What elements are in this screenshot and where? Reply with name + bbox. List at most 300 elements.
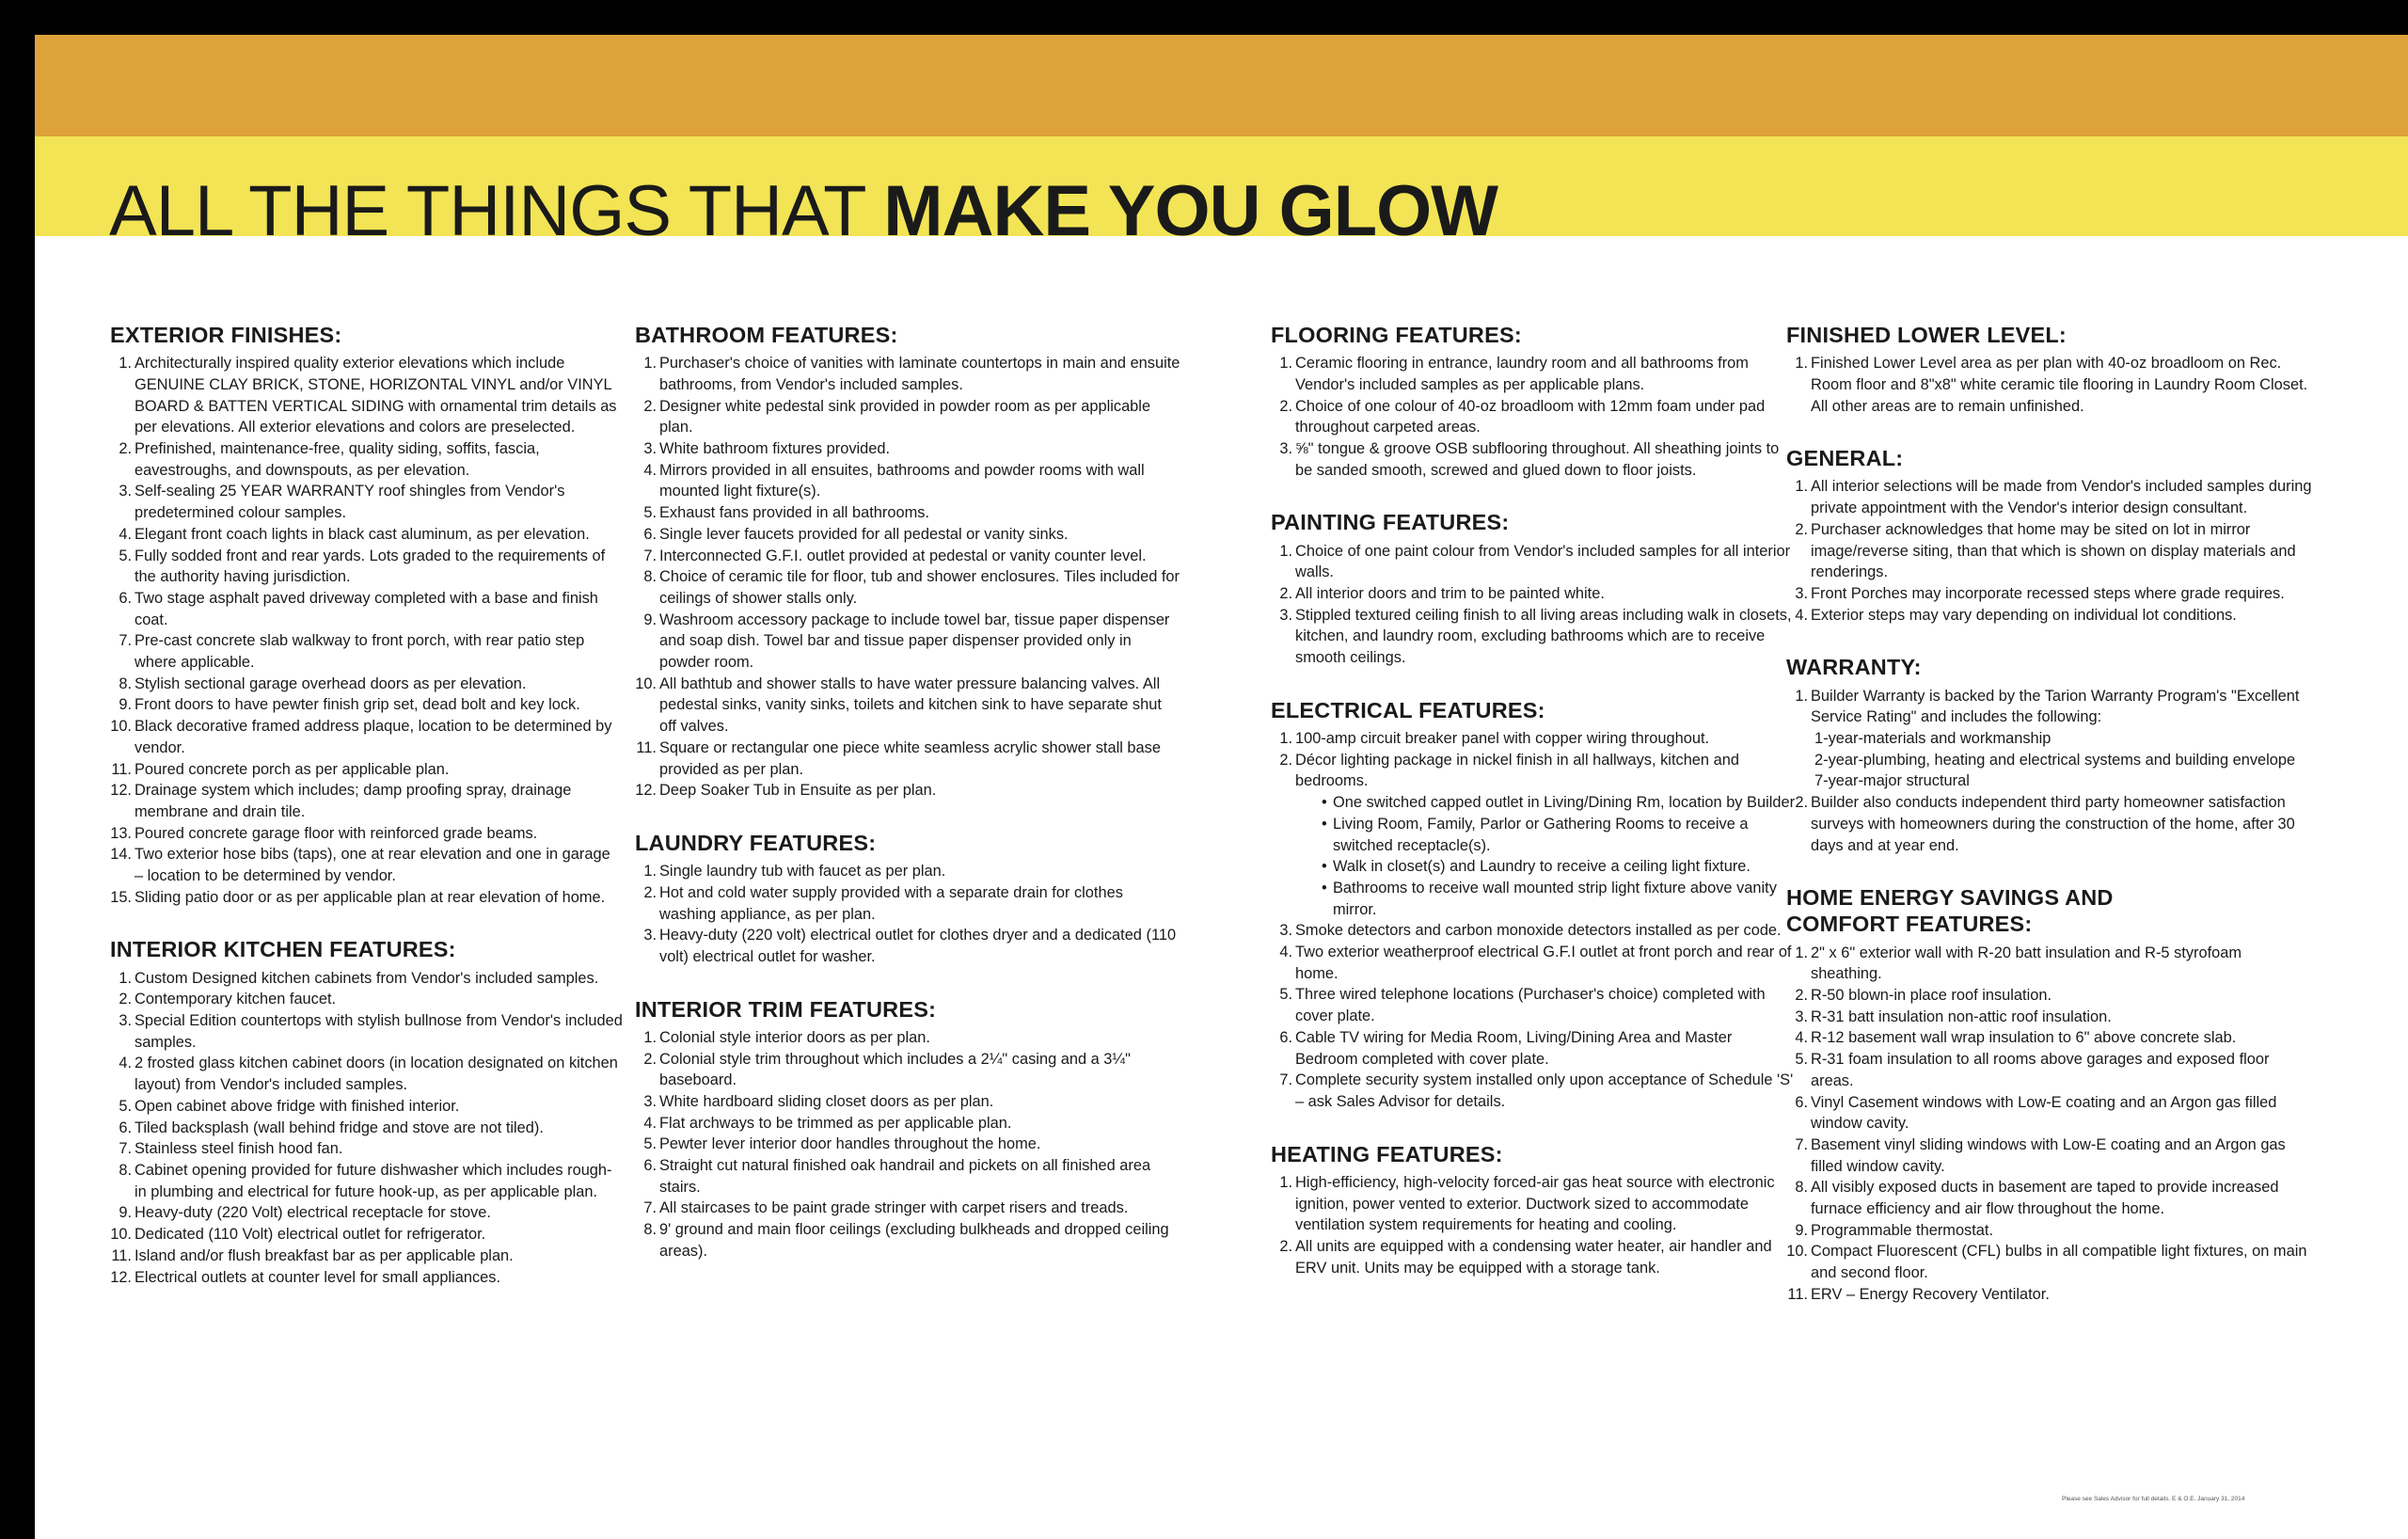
item-text: Single lever faucets provided for all pedestal or vanity sinks.: [659, 525, 1069, 543]
item-number: 4.: [119, 525, 132, 543]
list-item: [1279, 750, 1798, 921]
section-title: [1786, 884, 2313, 937]
item-number: 3.: [1279, 922, 1292, 940]
list-item: [1795, 519, 2313, 583]
list-item: [1795, 686, 2313, 793]
warranty-term: 7-year-major structural: [1814, 772, 1970, 790]
bullet-item: • Walk in closet(s) and Laundry to receive a ceiling light fixture.: [1333, 856, 1798, 878]
list-item: [119, 546, 623, 588]
list-item: [1279, 1236, 1798, 1278]
section-title: ELECTRICAL FEATURES:: [1271, 697, 1545, 722]
item-number: 1.: [643, 355, 657, 373]
interior-kitchen-section: [110, 936, 623, 1288]
list-item: [119, 588, 623, 630]
list-item: [119, 989, 623, 1010]
column-1: [110, 322, 623, 1316]
item-text: Interconnected G.F.I. outlet provided at pedestal or vanity counter level.: [659, 547, 1147, 564]
item-number: 2.: [119, 440, 132, 457]
item-number: 6.: [119, 1119, 132, 1136]
item-text: All interior doors and trim to be painted white.: [1295, 585, 1605, 602]
section-title: EXTERIOR FINISHES:: [110, 323, 342, 347]
list-item: [1795, 605, 2313, 627]
item-text: 100-amp circuit breaker panel with copper wiring throughout.: [1295, 730, 1710, 747]
item-text: R-31 batt insulation non-attic roof insulation.: [1811, 1007, 2112, 1025]
headline-bold: MAKE YOU GLOW: [883, 171, 1498, 251]
item-number: 9.: [119, 696, 132, 714]
item-number: 2.: [119, 991, 132, 1008]
item-text: Two stage asphalt paved driveway completed with a base and finish coat.: [135, 589, 598, 628]
list-item: [119, 1053, 623, 1095]
item-number: 10.: [110, 1226, 132, 1244]
flooring-section: [1271, 322, 1798, 481]
list-item: [1795, 943, 2313, 985]
item-text: All bathtub and shower stalls to have water pressure balancing valves. All pedestal sinks, vanity sinks, toilets and kitchen sink to have separate shut off valves.: [659, 674, 1162, 736]
item-number: 3.: [643, 1092, 657, 1110]
item-text: Pewter lever interior door handles throughout the home.: [659, 1135, 1041, 1153]
item-text: ⅝" tongue & groove OSB subflooring throughout. All sheathing joints to be sanded smooth, screwed and glued down to floor joists.: [1295, 440, 1780, 479]
item-text: Cabinet opening provided for future dishwasher which includes rough-in plumbing and electrical for future hook-up, as per applicable plan.: [135, 1161, 612, 1200]
item-text: Prefinished, maintenance-free, quality siding, soffits, fascia, eavestroughs, and downspouts, as per elevation.: [135, 440, 540, 479]
item-text: Black decorative framed address plaque, location to be determined by vendor.: [135, 718, 612, 756]
item-number: 3.: [643, 440, 657, 457]
item-text: Architecturally inspired quality exterior elevations which include GENUINE CLAY BRICK, STONE, HORIZONTAL VINYL and/or VINYL BOARD & BATTEN VERTICAL SIDING with ornamental trim details as per elevations. All exterior elevations and colors are preselected.: [135, 355, 617, 436]
item-number: 8.: [643, 1221, 657, 1239]
warranty-term: 1-year-materials and workmanship: [1814, 730, 2052, 747]
item-number: 1.: [119, 969, 132, 987]
list-item: [119, 630, 623, 673]
feature-list: [1271, 728, 1798, 1113]
warranty-term: 2-year-plumbing, heating and electrical systems and building envelope: [1814, 751, 2296, 769]
heating-section: [1271, 1141, 1798, 1279]
list-item: [111, 1245, 623, 1267]
item-text: Builder Warranty is backed by the Tarion Warranty Program's "Excellent Service Rating" and includes the following:: [1811, 687, 2300, 726]
item-text: Straight cut natural finished oak handrail and pickets on all finished area stairs.: [659, 1157, 1151, 1196]
energy-savings-section: [1786, 884, 2313, 1305]
item-text: 9' ground and main floor ceilings (excluding bulkheads and dropped ceiling areas).: [659, 1221, 1169, 1260]
list-item: [643, 925, 1180, 967]
footnote: Please see Sales Advisor for full details. E & O.E. January 31, 2014: [2062, 1496, 2245, 1502]
item-text: Three wired telephone locations (Purchaser's choice) completed with cover plate.: [1295, 986, 1766, 1025]
list-item: [119, 968, 623, 990]
item-text: Hot and cold water supply provided with a separate drain for clothes washing appliance, as per plan.: [659, 883, 1123, 923]
item-number: 6.: [1279, 1028, 1292, 1046]
item-number: 5.: [643, 1135, 657, 1153]
item-number: 6.: [1795, 1093, 1808, 1111]
item-number: 11.: [636, 738, 657, 756]
item-number: 2.: [1795, 520, 1808, 538]
item-number: 6.: [119, 589, 132, 607]
feature-list: [1271, 353, 1798, 481]
laundry-section: [635, 830, 1180, 968]
item-text: Exterior steps may vary depending on individual lot conditions.: [1811, 606, 2237, 624]
item-number: 1.: [643, 1028, 657, 1046]
column-2: [635, 322, 1180, 1291]
item-number: 3.: [643, 927, 657, 944]
item-text: Colonial style interior doors as per plan.: [659, 1028, 930, 1046]
list-item: [1795, 1134, 2313, 1177]
item-text: Contemporary kitchen faucet.: [135, 991, 337, 1008]
item-text: Builder also conducts independent third party homeowner satisfaction surveys with homeowners during the construction of the home, after 30 days and at year end.: [1811, 794, 2295, 854]
list-item: [110, 716, 623, 758]
list-item: [110, 1267, 623, 1289]
list-item: [1795, 1027, 2313, 1049]
list-item: [119, 481, 623, 523]
list-item: [643, 1198, 1180, 1219]
item-number: 7.: [1795, 1135, 1808, 1153]
list-item: [1795, 1049, 2313, 1091]
item-text: High-efficiency, high-velocity forced-air gas heat source with electronic ignition, power vented to exterior. Ductwork sized to accommodate ventilation system requirements for heating and cooling.: [1295, 1173, 1775, 1234]
finished-lower-level-section: [1786, 322, 2313, 417]
bullet-item: • One switched capped outlet in Living/Dining Rm, location by Builder: [1333, 792, 1798, 814]
list-item: [1795, 792, 2313, 856]
item-number: 12.: [635, 782, 657, 800]
item-number: 5.: [119, 1097, 132, 1115]
list-item: [119, 1118, 623, 1139]
item-text: Choice of ceramic tile for floor, tub and shower enclosures. Tiles included for ceilings of shower stalls only.: [659, 568, 1180, 607]
section-title: WARRANTY:: [1786, 655, 1922, 680]
item-number: 14.: [110, 846, 132, 864]
item-text: Cable TV wiring for Media Room, Living/Dining Area and Master Bedroom completed with cover plate.: [1295, 1028, 1733, 1068]
list-item: [1795, 1220, 2313, 1242]
list-item: [1279, 353, 1798, 395]
item-text: Poured concrete garage floor with reinforced grade beams.: [135, 824, 538, 842]
item-number: 5.: [1795, 1051, 1808, 1069]
item-number: 2.: [1279, 585, 1292, 602]
item-number: 4.: [119, 1055, 132, 1072]
item-text: Elegant front coach lights in black cast aluminum, as per elevation.: [135, 525, 590, 543]
item-number: 11.: [111, 760, 132, 778]
item-text: Décor lighting package in nickel finish in all hallways, kitchen and bedrooms.: [1295, 751, 1739, 790]
item-number: 1.: [1795, 478, 1808, 496]
item-text: Washroom accessory package to include towel bar, tissue paper dispenser and soap dish. Towel bar and tissue paper dispenser provided only in powder room.: [659, 611, 1170, 672]
item-text: Stylish sectional garage overhead doors as per elevation.: [135, 674, 527, 692]
item-text: All interior selections will be made from Vendor's included samples during private appointment with the Vendor's interior design consultant.: [1811, 478, 2312, 517]
item-text: Ceramic flooring in entrance, laundry room and all bathrooms from Vendor's included samples as per applicable plans.: [1295, 355, 1749, 393]
list-item: [1795, 476, 2313, 518]
item-number: 7.: [643, 1199, 657, 1217]
item-number: 2.: [1279, 751, 1292, 769]
item-number: 6.: [643, 525, 657, 543]
list-item: [1279, 396, 1798, 438]
item-text: Pre-cast concrete slab walkway to front porch, with rear patio step where applicable.: [135, 632, 585, 672]
column-3: [1271, 322, 1798, 1307]
item-text: Heavy-duty (220 volt) electrical outlet for clothes dryer and a dedicated (110 volt) electrical outlet for washer.: [659, 927, 1177, 965]
list-item: [1279, 1172, 1798, 1236]
feature-list: [1271, 541, 1798, 669]
list-item: [1279, 942, 1798, 984]
item-text: Single laundry tub with faucet as per plan.: [659, 863, 946, 881]
bullet-item: • Bathrooms to receive wall mounted strip light fixture above vanity mirror.: [1333, 878, 1798, 920]
list-item: [643, 1091, 1180, 1113]
item-text: Heavy-duty (220 Volt) electrical receptacle for stove.: [135, 1204, 491, 1222]
section-title-line: HOME ENERGY SAVINGS AND: [1786, 885, 2114, 911]
item-text: All units are equipped with a condensing water heater, air handler and ERV unit. Units may be equipped with a storage tank.: [1295, 1237, 1772, 1277]
item-text: Choice of one paint colour from Vendor's included samples for all interior walls.: [1295, 542, 1791, 581]
item-number: 1.: [1795, 687, 1808, 705]
item-number: 4.: [1795, 1029, 1808, 1047]
headline-light: ALL THE THINGS THAT: [109, 171, 865, 251]
feature-list: [1786, 476, 2313, 626]
item-text: Purchaser's choice of vanities with laminate countertops in main and ensuite bathrooms, from Vendor's included samples.: [659, 355, 1180, 393]
item-text: Drainage system which includes; damp proofing spray, drainage membrane and drain tile.: [135, 782, 572, 820]
warranty-section: [1786, 654, 2313, 856]
feature-list: [1271, 1172, 1798, 1279]
item-text: Sliding patio door or as per applicable plan at rear elevation of home.: [135, 888, 606, 906]
section-title: FLOORING FEATURES:: [1271, 323, 1522, 347]
bullet-list: [1295, 792, 1798, 920]
column-4: [1786, 322, 2313, 1334]
item-number: 2.: [1795, 987, 1808, 1004]
item-text: Fully sodded front and rear yards. Lots graded to the requirements of the authority having jurisdiction.: [135, 547, 606, 586]
item-text: Square or rectangular one piece white seamless acrylic shower stall base provided as per plan.: [659, 738, 1161, 778]
bullet-item: • Living Room, Family, Parlor or Gathering Rooms to receive a switched receptacle(s).: [1333, 814, 1798, 856]
item-number: 5.: [643, 504, 657, 522]
list-item: [635, 674, 1180, 738]
list-item: [643, 502, 1180, 524]
item-text: Island and/or flush breakfast bar as per applicable plan.: [135, 1246, 514, 1264]
list-item: [110, 844, 623, 886]
item-text: Tiled backsplash (wall behind fridge and stove are not tiled).: [135, 1119, 544, 1136]
interior-trim-section: [635, 996, 1180, 1262]
item-text: Two exterior hose bibs (taps), one at rear elevation and one in garage – location to be determined by vendor.: [135, 846, 610, 885]
item-number: 1.: [1279, 355, 1292, 373]
item-text: Purchaser acknowledges that home may be sited on lot in mirror image/reverse siting, than that which is shown on display materials and renderings.: [1811, 520, 2296, 581]
item-number: 8.: [119, 1161, 132, 1179]
item-text: Colonial style trim throughout which includes a 2¼" casing and a 3¼" baseboard.: [659, 1050, 1131, 1089]
item-text: Front doors to have pewter finish grip set, dead bolt and key lock.: [135, 696, 580, 714]
list-item: [1279, 541, 1798, 583]
list-item: [1795, 1007, 2313, 1028]
item-text: Self-sealing 25 YEAR WARRANTY roof shingles from Vendor's predetermined colour samples.: [135, 483, 565, 522]
item-text: Choice of one colour of 40-oz broadloom with 12mm foam under pad throughout carpeted areas.: [1295, 397, 1766, 436]
list-item: [643, 861, 1180, 882]
list-item: [643, 610, 1180, 674]
item-text: Special Edition countertops with stylish bullnose from Vendor's included samples.: [135, 1012, 623, 1051]
item-text: All staircases to be paint grade stringer with carpet risers and treads.: [659, 1199, 1129, 1217]
item-text: Smoke detectors and carbon monoxide detectors installed as per code.: [1295, 922, 1782, 940]
item-number: 2.: [1279, 397, 1292, 415]
list-item: [643, 882, 1180, 925]
item-number: 3.: [1279, 606, 1292, 624]
item-number: 8.: [119, 674, 132, 692]
list-item: [643, 1134, 1180, 1155]
item-number: 3.: [1279, 440, 1292, 457]
bathroom-section: [635, 322, 1180, 801]
list-item: [1795, 1177, 2313, 1219]
list-item: [119, 1010, 623, 1053]
item-number: 7.: [1279, 1071, 1292, 1089]
list-item: [119, 524, 623, 546]
item-number: 7.: [119, 1140, 132, 1158]
item-text: Deep Soaker Tub in Ensuite as per plan.: [659, 782, 937, 800]
item-number: 1.: [1279, 542, 1292, 560]
list-item: [643, 524, 1180, 546]
list-item: [1795, 985, 2313, 1007]
item-number: 6.: [643, 1157, 657, 1175]
section-title: GENERAL:: [1786, 446, 1904, 471]
item-text: ERV – Energy Recovery Ventilator.: [1811, 1285, 2050, 1303]
list-item: [643, 353, 1180, 395]
brochure-page: [35, 35, 2408, 1539]
item-number: 8.: [643, 568, 657, 586]
item-number: 11.: [111, 1246, 132, 1264]
item-number: 4.: [643, 1114, 657, 1132]
list-item: [110, 887, 623, 909]
item-number: 2.: [643, 397, 657, 415]
item-text: Stippled textured ceiling finish to all living areas including walk in closets, kitchen, and laundry room, excluding bathrooms which are to receive smooth ceilings.: [1295, 606, 1792, 667]
item-number: 2.: [643, 1050, 657, 1068]
list-item: [643, 1027, 1180, 1049]
item-number: 1.: [643, 863, 657, 881]
list-item: [636, 738, 1180, 780]
item-number: 1.: [119, 355, 132, 373]
exterior-finishes-section: [110, 322, 623, 908]
list-item: [1279, 984, 1798, 1026]
feature-list: [635, 861, 1180, 968]
item-number: 7.: [119, 632, 132, 650]
list-item: [1279, 1027, 1798, 1070]
item-text: 2 frosted glass kitchen cabinet doors (in location designated on kitchen layout) from Vendor's included samples.: [135, 1055, 618, 1094]
item-number: 10.: [635, 674, 657, 692]
list-item: [643, 460, 1180, 502]
list-item: [1787, 1284, 2313, 1306]
item-number: 3.: [1795, 1007, 1808, 1025]
list-item: [643, 546, 1180, 567]
list-item: [110, 1224, 623, 1245]
section-title: HEATING FEATURES:: [1271, 1141, 1503, 1166]
feature-list: [110, 353, 623, 908]
item-text: R-31 foam insulation to all rooms above garages and exposed floor areas.: [1811, 1051, 2270, 1089]
item-text: Programmable thermostat.: [1811, 1221, 1994, 1239]
list-item: [1795, 583, 2313, 605]
item-text: All visibly exposed ducts in basement are taped to provide increased furnace efficiency and air flow throughout the home.: [1811, 1179, 2279, 1218]
item-text: Mirrors provided in all ensuites, bathrooms and powder rooms with wall mounted light fixture(s).: [659, 461, 1145, 500]
item-number: 3.: [1795, 585, 1808, 602]
item-number: 4.: [1795, 606, 1808, 624]
list-item: [1786, 1241, 2313, 1283]
list-item: [119, 1096, 623, 1118]
item-text: Exhaust fans provided in all bathrooms.: [659, 504, 929, 522]
section-title-line: COMFORT FEATURES:: [1786, 912, 2033, 937]
item-text: Electrical outlets at counter level for small appliances.: [135, 1268, 501, 1286]
list-item: [643, 1155, 1180, 1198]
list-item: [111, 759, 623, 781]
feature-list: [1786, 353, 2313, 417]
item-number: 9.: [119, 1204, 132, 1222]
item-text: White bathroom fixtures provided.: [659, 440, 891, 457]
item-number: 3.: [119, 1012, 132, 1030]
item-number: 1.: [1279, 1173, 1292, 1191]
list-item: [1795, 353, 2313, 417]
section-title: INTERIOR TRIM FEATURES:: [635, 996, 937, 1022]
list-item: [119, 674, 623, 695]
section-title: LAUNDRY FEATURES:: [635, 830, 877, 855]
painting-section: [1271, 509, 1798, 668]
list-item: [119, 1160, 623, 1202]
item-text: Two exterior weatherproof electrical G.F.I outlet at front porch and rear of home.: [1295, 944, 1792, 982]
item-text: Designer white pedestal sink provided in powder room as per applicable plan.: [659, 397, 1151, 436]
item-text: Open cabinet above fridge with finished interior.: [135, 1097, 460, 1115]
item-number: 10.: [110, 718, 132, 736]
list-item: [1279, 1070, 1798, 1112]
item-text: Finished Lower Level area as per plan with 40-oz broadloom on Rec. Room floor and 8"x8" white ceramic tile flooring in Laundry Room Closet. All other areas are to remain unfinished.: [1811, 355, 2308, 415]
list-item: [1795, 1092, 2313, 1134]
list-item: [119, 694, 623, 716]
list-item: [643, 566, 1180, 609]
feature-list: [1786, 943, 2313, 1306]
item-number: 1.: [1795, 944, 1808, 961]
item-number: 15.: [110, 888, 132, 906]
item-number: 2.: [1279, 1237, 1292, 1255]
item-number: 1.: [1795, 355, 1808, 373]
section-title: BATHROOM FEATURES:: [635, 323, 898, 347]
feature-list: [110, 968, 623, 1289]
item-number: 3.: [119, 483, 132, 500]
item-text: Vinyl Casement windows with Low-E coating and an Argon gas filled window cavity.: [1811, 1093, 2277, 1133]
item-text: R-50 blown-in place roof insulation.: [1811, 987, 2052, 1004]
item-number: 5.: [1279, 986, 1292, 1004]
list-item: [1279, 728, 1798, 750]
list-item: [643, 396, 1180, 438]
general-section: [1786, 445, 2313, 626]
list-item: [110, 780, 623, 822]
item-number: 13.: [110, 824, 132, 842]
list-item: [635, 780, 1180, 801]
item-text: Compact Fluorescent (CFL) bulbs in all compatible light fixtures, on main and second floor.: [1811, 1243, 2307, 1282]
item-text: White hardboard sliding closet doors as per plan.: [659, 1092, 994, 1110]
item-number: 12.: [110, 1268, 132, 1286]
list-item: [643, 1219, 1180, 1261]
list-item: [119, 353, 623, 438]
item-number: 5.: [119, 547, 132, 564]
item-text: Dedicated (110 Volt) electrical outlet for refrigerator.: [135, 1226, 486, 1244]
item-text: Complete security system installed only upon acceptance of Schedule 'S' – ask Sales Advisor for details.: [1295, 1071, 1794, 1110]
electrical-section: [1271, 697, 1798, 1113]
item-number: 11.: [1787, 1285, 1808, 1303]
section-title: INTERIOR KITCHEN FEATURES:: [110, 937, 456, 962]
item-text: Flat archways to be trimmed as per applicable plan.: [659, 1114, 1012, 1132]
item-number: 1.: [1279, 730, 1292, 747]
section-title: FINISHED LOWER LEVEL:: [1786, 323, 2067, 347]
item-text: 2" x 6" exterior wall with R-20 batt insulation and R-5 styrofoam sheathing.: [1811, 944, 2242, 983]
list-item: [119, 438, 623, 481]
section-title: PAINTING FEATURES:: [1271, 510, 1510, 535]
item-number: 2.: [643, 883, 657, 901]
list-item: [643, 438, 1180, 460]
list-item: [643, 1049, 1180, 1091]
list-item: [1279, 583, 1798, 605]
list-item: [643, 1113, 1180, 1134]
list-item: [1279, 605, 1798, 669]
page-headline: [109, 171, 1498, 251]
item-text: Stainless steel finish hood fan.: [135, 1140, 343, 1158]
item-text: R-12 basement wall wrap insulation to 6" above concrete slab.: [1811, 1029, 2237, 1047]
item-number: 12.: [110, 782, 132, 800]
item-number: 4.: [1279, 944, 1292, 961]
feature-list: [635, 353, 1180, 801]
item-text: Front Porches may incorporate recessed steps where grade requires.: [1811, 585, 2285, 602]
list-item: [119, 1202, 623, 1224]
feature-list: [1786, 686, 2313, 857]
item-number: 9.: [643, 611, 657, 628]
item-text: Poured concrete porch as per applicable plan.: [135, 760, 450, 778]
feature-list: [635, 1027, 1180, 1262]
item-number: 2.: [1795, 794, 1808, 812]
item-number: 7.: [643, 547, 657, 564]
list-item: [110, 823, 623, 845]
item-number: 4.: [643, 461, 657, 479]
item-text: Custom Designed kitchen cabinets from Vendor's included samples.: [135, 969, 599, 987]
